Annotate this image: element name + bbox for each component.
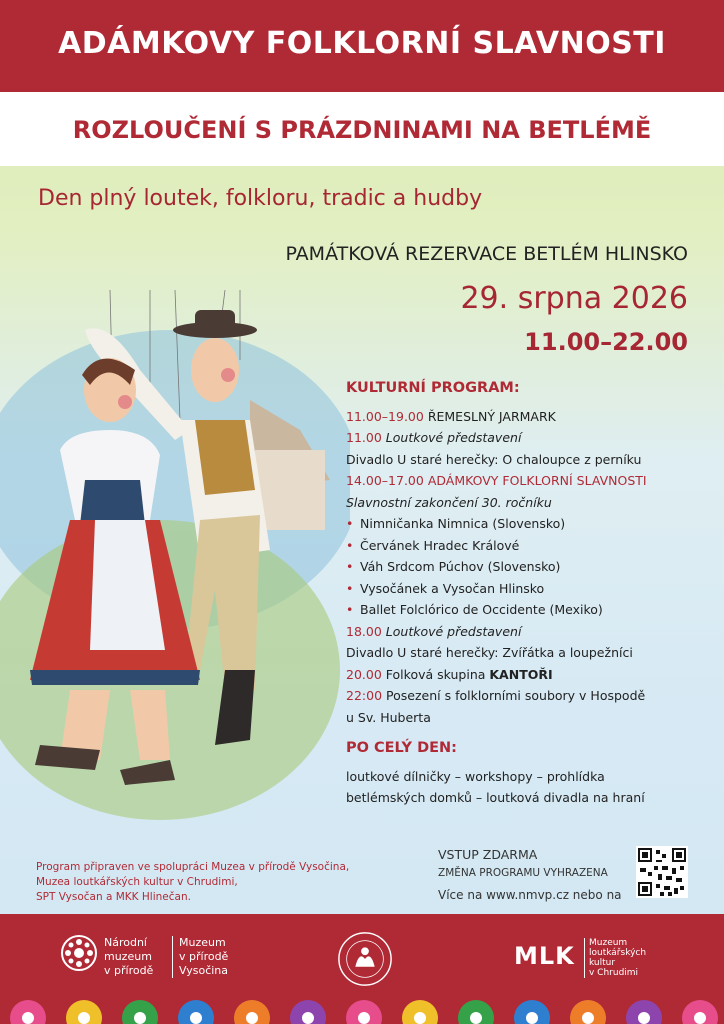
ornament-center [638, 1012, 650, 1024]
ornament-center [582, 1012, 594, 1024]
logo-text: muzeum [104, 950, 152, 963]
mlk-mark: MLK [514, 942, 575, 970]
entry-info [438, 846, 622, 904]
qr-code[interactable] [636, 846, 688, 898]
ack-line: SPT Vysočan a MKK Hlinečan. [36, 891, 191, 903]
ornament-center [414, 1012, 426, 1024]
program-text: ŘEMESLNÝ JARMARK [427, 408, 556, 424]
venue: PAMÁTKOVÁ REZERVACE BETLÉM HLINSKO [285, 243, 688, 265]
ack-line: Program připraven ve spolupráci Muzea v přírodě Vysočina, [36, 861, 350, 873]
band-name: KANTOŘI [489, 666, 553, 682]
puppet-dancers-illustration [0, 290, 350, 830]
program-detail: Divadlo U staré herečky: Zvířátka a loupežníci [346, 645, 633, 660]
ensemble-country: (Mexiko) [545, 602, 603, 617]
free-entry: VSTUP ZDARMA [438, 847, 538, 862]
ornament-center [470, 1012, 482, 1024]
ornament-center [694, 1012, 706, 1024]
ensemble-item [346, 578, 696, 600]
ensemble-country: (Slovensko) [488, 516, 566, 531]
logo-text: Národní [104, 936, 147, 949]
program-text: Posezení s folklorními soubory v Hospodě [386, 688, 646, 703]
ensemble-name: Ballet Folclórico de Occidente [360, 602, 546, 617]
program-time: 11.00–19.00 [346, 408, 424, 424]
program-item-puppet-1 [346, 427, 696, 449]
program-detail: Divadlo U staré herečky: O chaloupce z perníku [346, 451, 642, 467]
ensemble-item [346, 513, 696, 535]
ensemble-item [346, 599, 696, 621]
ornament-center [526, 1012, 538, 1024]
ensemble-country: (Slovensko) [483, 559, 561, 574]
event-date: 29. srpna 2026 [460, 281, 688, 316]
program-note: Slavnostní zakončení 30. ročníku [346, 494, 552, 510]
program-text: Loutkové představení [385, 430, 522, 445]
allday-line: loutkové dílničky – workshopy – prohlídka [346, 768, 605, 784]
logo-text: Vysočina [179, 964, 229, 977]
ensemble-item [346, 535, 696, 557]
more-info-link[interactable]: Více na www.nmvp.cz nebo na [438, 888, 622, 902]
program-time: 14.00–17.00 [346, 473, 424, 488]
program-heading: KULTURNÍ PROGRAM: [346, 380, 520, 396]
logo-text: kultur [589, 958, 616, 968]
tagline: Den plný loutek, folkloru, tradic a hudby [38, 186, 483, 211]
logo-text: v přírodě [104, 964, 154, 977]
ornament-center [302, 1012, 314, 1024]
ornament-center [22, 1012, 34, 1024]
program-text: Folková skupina [385, 666, 490, 682]
allday-line: betlémských domků – loutková divadla na hraní [346, 790, 645, 805]
program-change-note: ZMĚNA PROGRAMU VYHRAZENA [438, 867, 608, 879]
ensemble-item [346, 556, 696, 578]
program-item-concert [346, 664, 696, 686]
poster-title: ADÁMKOVY FOLKLORNÍ SLAVNOSTI [58, 26, 666, 61]
logo-text: loutkářských [589, 948, 647, 958]
program-time: 22:00 [346, 688, 383, 703]
program-time: 20.00 [346, 666, 382, 682]
ensemble-name: Vysočan Hlinsko [442, 580, 545, 596]
program-time: 11.00 [346, 430, 382, 445]
folk-ornament-border [0, 994, 724, 1024]
ornament-center [246, 1012, 258, 1024]
ensemble-name: Červánek Hradec Králové [360, 537, 520, 553]
ack-line: Muzea loutkářských kultur v Chrudimi, [36, 876, 238, 888]
ensemble-name: Váh Srdcom Púchov [360, 559, 484, 574]
logo-text: Muzeum [179, 936, 226, 949]
poster-subtitle: ROZLOUČENÍ S PRÁZDNINAMI NA BETLÉMĚ [72, 116, 652, 144]
ensemble-name: Vysočánek [360, 580, 428, 596]
program-item-evening [346, 685, 696, 707]
ensemble-name: Nimničanka Nimnica [360, 516, 489, 531]
logo-text: v přírodě [179, 950, 229, 963]
program-section [346, 378, 696, 809]
program-item-market [346, 406, 696, 428]
rosette-icon [60, 934, 98, 972]
program-item-puppet-2 [346, 621, 696, 643]
event-time: 11.00–22.00 [524, 328, 688, 356]
program-time: 18.00 [346, 623, 382, 639]
logo-text: Muzeum [589, 938, 628, 948]
program-text: Loutkové představení [385, 623, 522, 639]
ornament-center [190, 1012, 202, 1024]
program-item-festival [346, 470, 696, 492]
hlinsko-folklore-seal [336, 930, 394, 988]
ornament-center [78, 1012, 90, 1024]
program-text-continued: u Sv. Huberta [346, 709, 431, 725]
logo-text: v Chrudimi [589, 968, 639, 978]
acknowledgement [36, 860, 349, 905]
ornament-center [134, 1012, 146, 1024]
ornament-center [358, 1012, 370, 1024]
ensemble-conjunction: a [427, 580, 443, 596]
program-text: ADÁMKOVY FOLKLORNÍ SLAVNOSTI [427, 473, 647, 488]
allday-heading: PO CELÝ DEN: [346, 740, 457, 756]
